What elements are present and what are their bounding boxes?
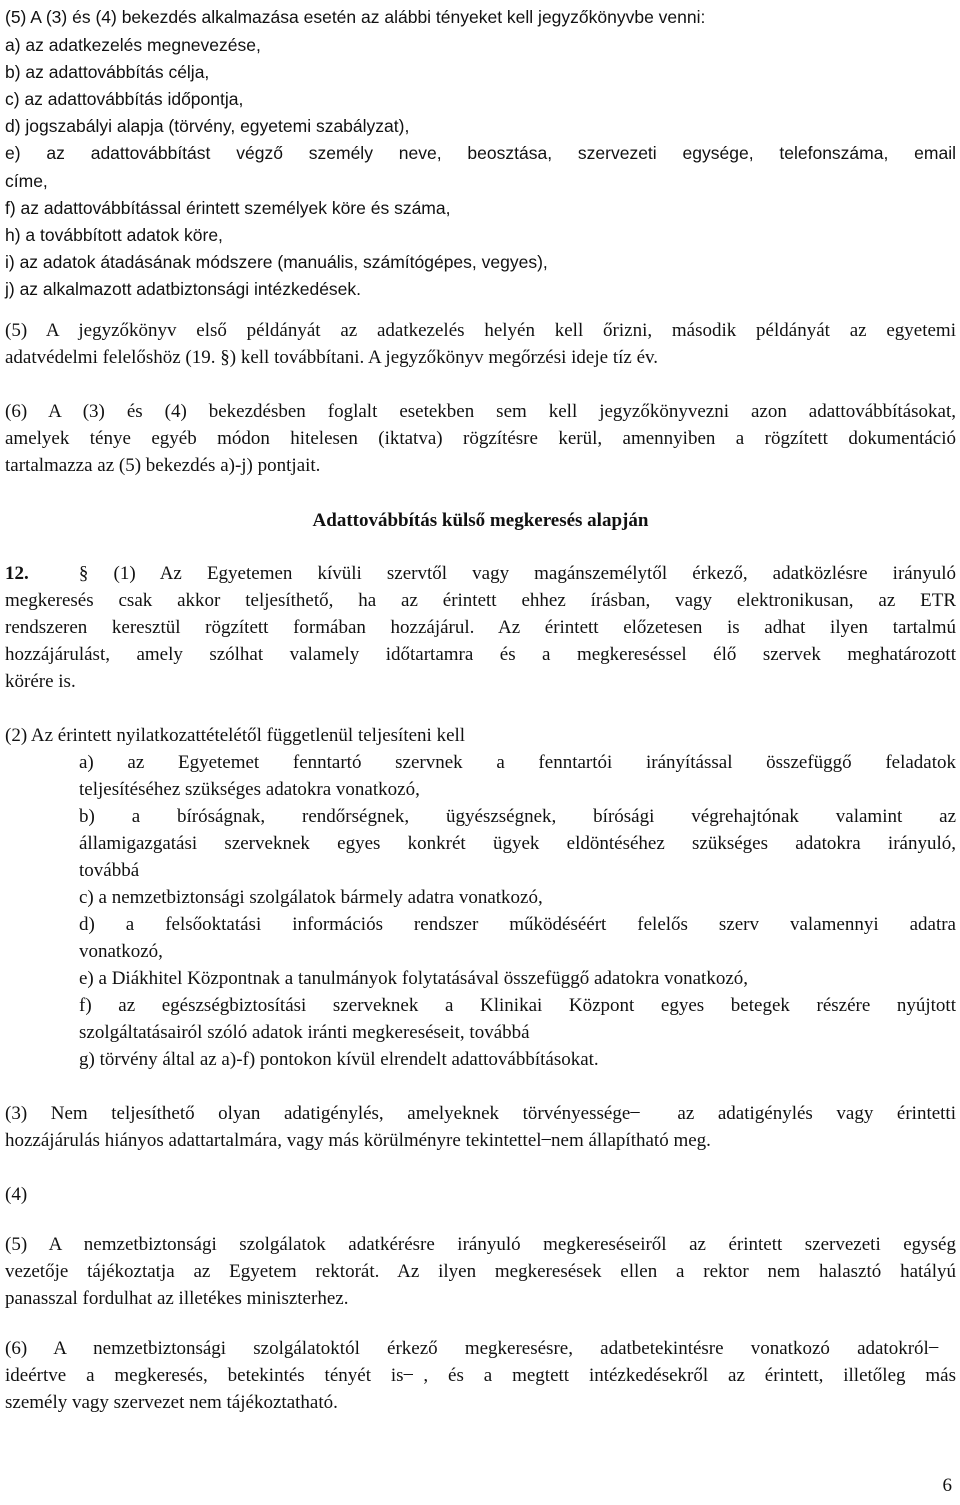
list-item-c: c) az adattovábbítás időpontja, bbox=[5, 89, 244, 109]
subsection-5-line2: vezetője tájékoztatja az Egyetem rektorát. Az ilyen megkeresések ellen a rektor nem halasztó hatályú bbox=[5, 1261, 956, 1282]
list-item-a: a) az adatkezelés megnevezése, bbox=[5, 35, 261, 55]
list-item-d: d) jogszabályi alapja (törvény, egyetemi szabályzat), bbox=[5, 116, 410, 136]
subsection-2-item-e: e) a Diákhitel Központnak a tanulmányok folytatásával összefüggő adatokra vonatkozó, bbox=[79, 968, 748, 989]
paragraph-6-line3: tartalmazza az (5) bekezdés a)-j) pontjait. bbox=[5, 455, 321, 476]
subsection-6-line1: (6) A nemzetbiztonsági szolgálatoktól érkező megkeresésre, adatbetekintésre vonatkozó adatokról ̶ bbox=[5, 1338, 956, 1359]
subsection-2-item-b-line1: b) a bíróságnak, rendőrségnek, ügyészségnek, bírósági végrehajtónak valamint az bbox=[79, 806, 956, 827]
paragraph-5-line2: adatvédelmi felelőshöz (19. §) kell továbbítani. A jegyzőkönyv megőrzési ideje tíz év. bbox=[5, 347, 659, 368]
paragraph-6-line1: (6) A (3) és (4) bekezdésben foglalt esetekben sem kell jegyzőkönyvezni azon adattovábbításokat, bbox=[5, 401, 956, 422]
page-number: 6 bbox=[942, 1475, 952, 1496]
subsection-2-item-f-line1: f) az egészségbiztosítási szerveknek a Klinikai Központ egyes betegek részére nyújtott bbox=[79, 995, 956, 1016]
subsection-2-item-a-line2: teljesítéséhez szükséges adatokra vonatkozó, bbox=[79, 779, 420, 800]
list-item-e-cont: címe, bbox=[5, 171, 48, 191]
subsection-2-item-b-line2: államigazgatási szerveknek egyes konkrét ügyek eldöntéséhez szükséges adatokra irányuló, bbox=[79, 833, 956, 854]
subsection-5-line1: (5) A nemzetbiztonsági szolgálatok adatkérésre irányuló megkereséseiről az érintett szervezeti egység bbox=[5, 1234, 956, 1255]
list-item-e: e) az adattovábbítást végző személy neve, beosztása, szervezeti egysége, telefonszáma, email bbox=[5, 143, 956, 163]
subsection-2-item-a-line1: a) az Egyetemet fenntartó szervnek a fenntartói irányítással összefüggő feladatok bbox=[79, 752, 956, 773]
subsection-2-item-g: g) törvény által az a)-f) pontokon kívül elrendelt adattovábbításokat. bbox=[79, 1049, 599, 1070]
section-number: 12. bbox=[5, 563, 29, 584]
subsection-3-line2: hozzájárulás hiányos adattartalmára, vagy más körülményre tekintettel ̶ nem állapítható meg. bbox=[5, 1130, 711, 1151]
subsection-5-line3: panasszal fordulhat az illetékes miniszterhez. bbox=[5, 1288, 349, 1309]
subsection-2-intro: (2) Az érintett nyilatkozattételétől függetlenül teljesíteni kell bbox=[5, 725, 466, 746]
list-item-b: b) az adattovábbítás célja, bbox=[5, 62, 210, 82]
section-12-line5: körére is. bbox=[5, 671, 76, 692]
subsection-2-item-f-line2: szolgáltatásairól szóló adatok iránti megkereséseit, továbbá bbox=[79, 1022, 530, 1043]
section-heading: Adattovábbítás külső megkeresés alapján bbox=[312, 510, 649, 531]
paragraph-6-line2: amelyek ténye egyéb módon hitelesen (iktatva) rögzítésre kerül, amennyiben a rögzített dokumentáció bbox=[5, 428, 956, 449]
list-item-i: i) az adatok átadásának módszere (manuális, számítógépes, vegyes), bbox=[5, 252, 548, 272]
subsection-3-line1: (3) Nem teljesíthető olyan adatigénylés, amelyeknek törvényessége ̶ az adatigénylés vagy érintetti bbox=[5, 1103, 956, 1124]
subsection-2-item-d-line2: vonatkozó, bbox=[79, 941, 163, 962]
subsection-2-item-c: c) a nemzetbiztonsági szolgálatok bármely adatra vonatkozó, bbox=[79, 887, 543, 908]
subsection-6-line3: személy vagy szervezet nem tájékoztatható. bbox=[5, 1392, 338, 1413]
section-12-line1 bbox=[5, 560, 956, 587]
subsection-2-item-b-line3: továbbá bbox=[79, 860, 140, 881]
subsection-6-line2: ideértve a megkeresés, betekintés tényét is ̶, és a megtett intézkedésekről az érintett, illetőleg más bbox=[5, 1365, 956, 1386]
section-12-line4: hozzájárulást, amely szólhat valamely időtartamra és a megkereséssel élő szervek meghatározott bbox=[5, 644, 956, 665]
list-item-h: h) a továbbított adatok köre, bbox=[5, 225, 223, 245]
section-12-line2: megkeresés csak akkor teljesíthető, ha az érintett ehhez írásban, vagy elektronikusan, az ETR bbox=[5, 590, 956, 611]
section-12-line1-rest: § (1) Az Egyetemen kívüli szervtől vagy magánszemélytől érkező, adatközlésre irányuló bbox=[53, 563, 957, 584]
list-intro: (5) A (3) és (4) bekezdés alkalmazása esetén az alábbi tényeket kell jegyzőkönyvbe venni: bbox=[5, 7, 706, 27]
list-item-j: j) az alkalmazott adatbiztonsági intézkedések. bbox=[5, 279, 362, 299]
paragraph-5-line1: (5) A jegyzőkönyv első példányát az adatkezelés helyén kell őrizni, második példányát az egyetemi bbox=[5, 320, 956, 341]
list-item-f: f) az adattovábbítással érintett személyek köre és száma, bbox=[5, 198, 451, 218]
section-12-line3: rendszeren keresztül rögzített formában hozzájárul. Az érintett előzetesen is adhat ilyen tartalmú bbox=[5, 617, 956, 638]
subsection-2-item-d-line1: d) a felsőoktatási információs rendszer működéséért felelős szerv valamennyi adatra bbox=[79, 914, 956, 935]
subsection-4: (4) bbox=[5, 1184, 28, 1205]
